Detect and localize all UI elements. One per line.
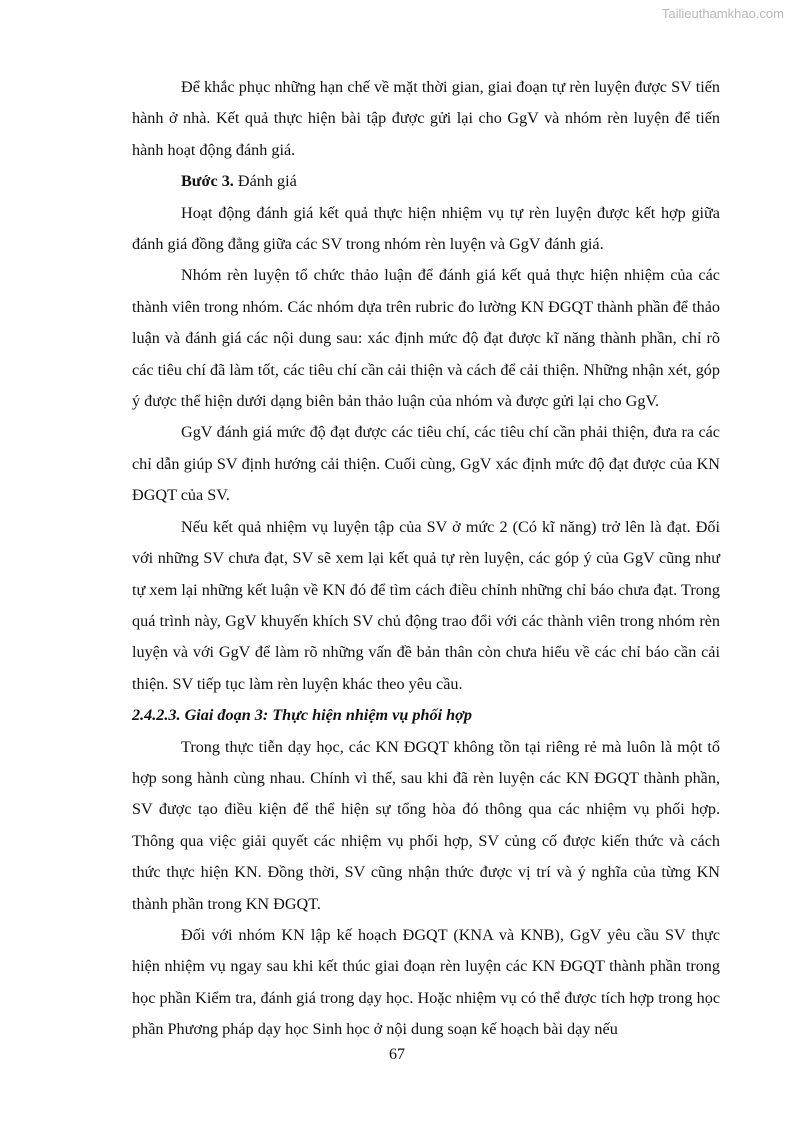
document-body <box>132 72 720 1046</box>
paragraph: Nhóm rèn luyện tổ chức thảo luận để đánh giá kết quả thực hiện nhiệm của các thành viên trong nhóm. Các nhóm dựa trên rubric đo lường KN ĐGQT thành phần để thảo luận và đánh giá các nội dung sau: xác định mức độ đạt được kĩ năng thành phần, chỉ rõ các tiêu chí đã làm tốt, các tiêu chí cần cải thiện và cách để cải thiện. Những nhận xét, góp ý được thể hiện dưới dạng biên bản thảo luận của nhóm và được gửi lại cho GgV. <box>132 266 720 411</box>
watermark-text: Tailieuthamkhao.com <box>661 6 784 21</box>
step-3-line <box>132 166 720 197</box>
paragraph: Hoạt động đánh giá kết quả thực hiện nhiệm vụ tự rèn luyện được kết hợp giữa đánh giá đồng đẳng giữa các SV trong nhóm rèn luyện và GgV đánh giá. <box>132 203 720 254</box>
page-number: 67 <box>389 1046 405 1063</box>
paragraph: Đối với nhóm KN lập kế hoạch ĐGQT (KNA và KNB), GgV yêu cầu SV thực hiện nhiệm vụ ngay sau khi kết thúc giai đoạn rèn luyện các KN ĐGQT thành phần trong học phần Kiểm tra, đánh giá trong dạy học. Hoặc nhiệm vụ có thể được tích hợp trong học phần Phương pháp dạy học Sinh học ở nội dung soạn kế hoạch bài dạy nếu <box>132 925 720 1039</box>
section-heading: 2.4.2.3. Giai đoạn 3: Thực hiện nhiệm vụ phối hợp <box>132 706 472 725</box>
paragraph: Nếu kết quả nhiệm vụ luyện tập của SV ở mức 2 (Có kĩ năng) trở lên là đạt. Đối với những SV chưa đạt, SV sẽ xem lại kết quả tự rèn luyện, các góp ý của GgV cũng như tự xem lại những kết luận về KN đó để tìm cách điều chỉnh những chỉ báo chưa đạt. Trong quá trình này, GgV khuyến khích SV chủ động trao đổi với các thành viên trong nhóm rèn luyện và với GgV để làm rõ những vấn đề bản thân còn chưa hiểu về các chỉ báo cần cải thiện. SV tiếp tục làm rèn luyện khác theo yêu cầu. <box>132 517 720 693</box>
paragraph: GgV đánh giá mức độ đạt được các tiêu chí, các tiêu chí cần phải thiện, đưa ra các chỉ dẫn giúp SV định hướng cải thiện. Cuối cùng, GgV xác định mức độ đạt được của KN ĐGQT của SV. <box>132 423 720 505</box>
paragraph: Để khắc phục những hạn chế về mặt thời gian, giai đoạn tự rèn luyện được SV tiến hành ở nhà. Kết quả thực hiện bài tập được gửi lại cho GgV và nhóm rèn luyện để tiến hành hoạt động đánh giá. <box>132 78 720 159</box>
step-3-label: Bước 3. <box>181 172 234 191</box>
paragraph: Trong thực tiễn dạy học, các KN ĐGQT không tồn tại riêng rẻ mà luôn là một tổ hợp song hành cùng nhau. Chính vì thế, sau khi đã rèn luyện các KN ĐGQT thành phần, SV được tạo điều kiện để thể hiện sự tổng hòa đó thông qua các nhiệm vụ phối hợp. Thông qua việc giải quyết các nhiệm vụ phối hợp, SV củng cố được kiến thức và cách thức thực hiện KN. Đồng thời, SV cũng nhận thức được vị trí và ý nghĩa của từng KN thành phần trong KN ĐGQT. <box>132 737 720 913</box>
step-3-text: Đánh giá <box>233 172 297 191</box>
